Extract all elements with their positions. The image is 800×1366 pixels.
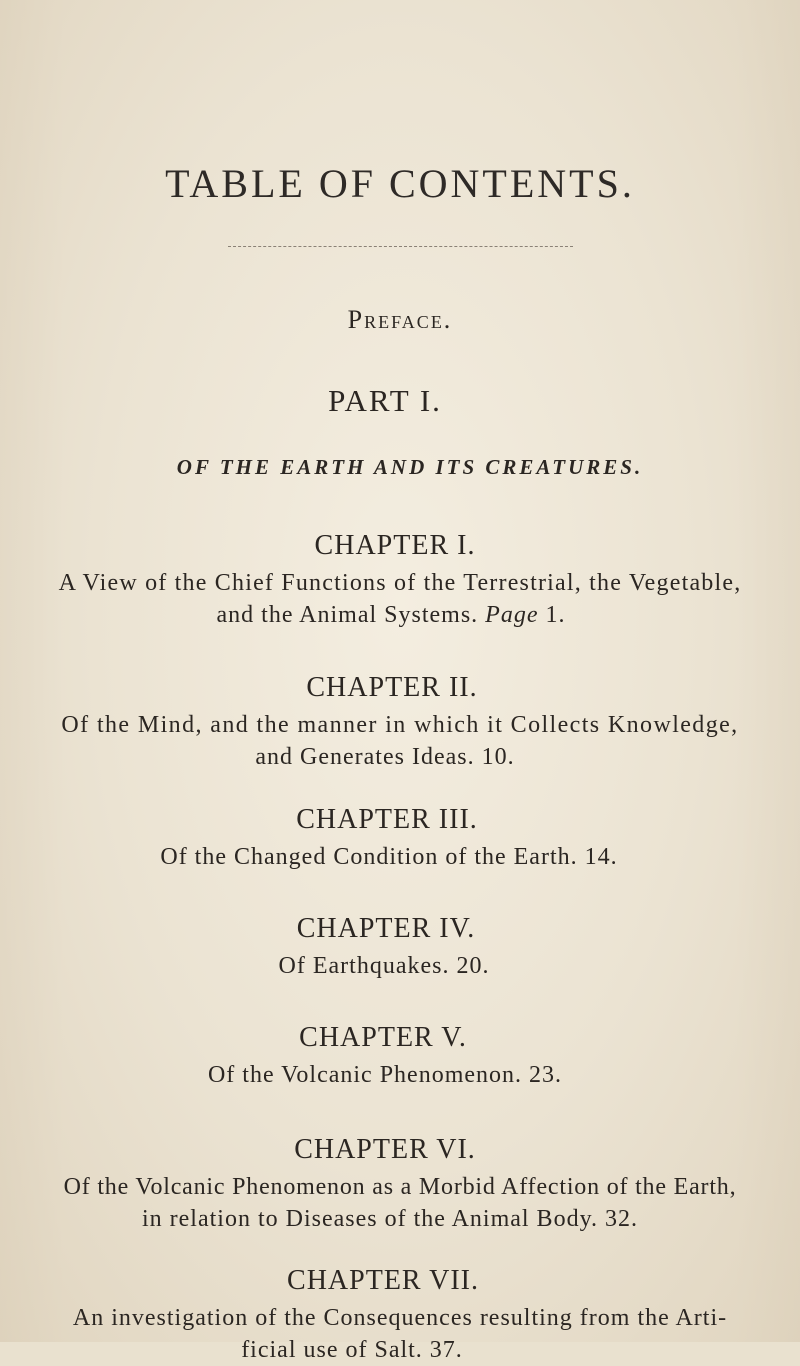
chapter-7-heading: CHAPTER VII. <box>287 1265 479 1296</box>
chapter-4-desc-line1: Of Earthquakes. 20. <box>278 953 490 979</box>
chapter-1-desc-text: and the Animal Systems. <box>216 602 479 628</box>
chapter-6-desc-line1: Of the Volcanic Phenomenon as a Morbid Affection of the Earth, <box>63 1174 737 1200</box>
chapter-4-heading: CHAPTER IV. <box>296 913 476 944</box>
part-heading: PART I. <box>328 383 442 418</box>
part-subtitle: OF THE EARTH AND ITS CREATURES. <box>176 455 644 479</box>
preface-heading: Preface. <box>347 305 453 334</box>
chapter-3-desc-line1: Of the Changed Condition of the Earth. 14. <box>160 844 618 870</box>
chapter-6-desc-line2: in relation to Diseases of the Animal Body. 32. <box>141 1206 639 1232</box>
chapter-5-heading: CHAPTER V. <box>299 1022 467 1053</box>
chapter-1-desc-line1: A View of the Chief Functions of the Terrestrial, the Vegetable, <box>58 570 742 596</box>
chapter-1-desc-line2 <box>0 600 800 631</box>
chapter-2-desc-line1: Of the Mind, and the manner in which it Collects Knowledge, <box>61 712 739 738</box>
chapter-1-page-word: Page <box>485 602 539 628</box>
chapter-5-desc-line1: Of the Volcanic Phenomenon. 23. <box>207 1062 563 1088</box>
chapter-7-desc-line2: ficial use of Salt. 37. <box>241 1337 463 1363</box>
chapter-7-desc-line1: An investigation of the Consequences resulting from the Arti- <box>72 1305 728 1331</box>
chapter-3-heading: CHAPTER III. <box>296 804 478 835</box>
chapter-2-heading: CHAPTER II. <box>306 672 478 703</box>
chapter-2-desc-line2: and Generates Ideas. 10. <box>255 744 515 770</box>
chapter-1-page-number: 1. <box>545 602 566 628</box>
title-divider <box>228 246 573 247</box>
chapter-6-heading: CHAPTER VI. <box>294 1134 476 1165</box>
page-title: TABLE OF CONTENTS. <box>165 161 635 206</box>
chapter-1-heading: CHAPTER I. <box>314 530 476 561</box>
